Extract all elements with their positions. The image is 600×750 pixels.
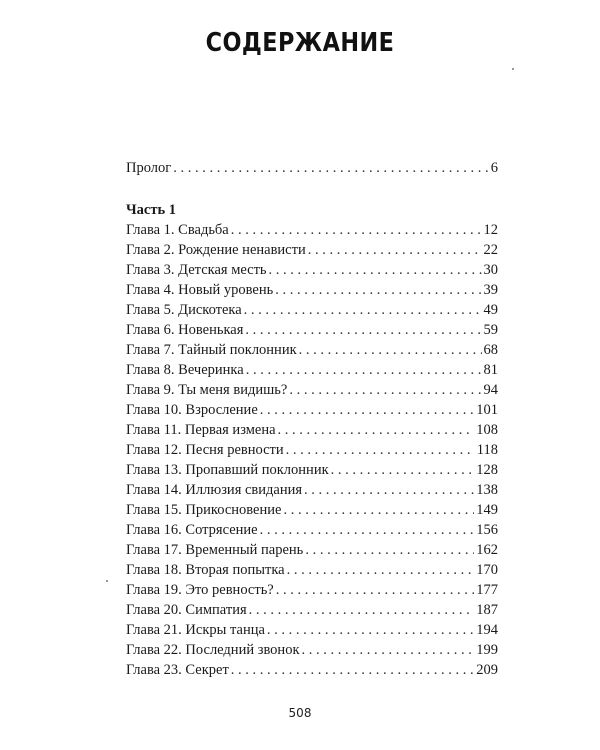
toc-entry-label: Глава 13. Пропавший поклонник bbox=[126, 462, 329, 478]
toc-entry-page: 156 bbox=[476, 522, 498, 538]
toc-entry-page: 170 bbox=[476, 562, 498, 578]
dot-leader bbox=[283, 500, 474, 520]
toc-entry-page: 177 bbox=[476, 582, 498, 598]
toc-entry-label: Глава 15. Прикосновение bbox=[126, 502, 282, 518]
toc-entry-label: Глава 3. Детская месть bbox=[126, 262, 267, 278]
dot-leader bbox=[276, 580, 475, 600]
toc-entry-page: 162 bbox=[476, 542, 498, 558]
toc-entry-page: 39 bbox=[483, 282, 498, 298]
toc-entry-prologue bbox=[126, 158, 498, 178]
toc-entry bbox=[126, 500, 498, 520]
toc-entry-label: Глава 1. Свадьба bbox=[126, 222, 229, 238]
toc-entry-page: 94 bbox=[483, 382, 498, 398]
toc-entry bbox=[126, 580, 498, 600]
toc-entry-label: Глава 18. Вторая попытка bbox=[126, 562, 285, 578]
toc-entry-page: 49 bbox=[483, 302, 498, 318]
dot-leader bbox=[287, 560, 475, 580]
dot-leader bbox=[286, 440, 475, 460]
toc-entry-page: 22 bbox=[483, 242, 498, 258]
toc-entry bbox=[126, 260, 498, 280]
toc-entry-page: 81 bbox=[483, 362, 498, 378]
table-of-contents bbox=[126, 158, 498, 680]
toc-entry-label: Глава 11. Первая измена bbox=[126, 422, 276, 438]
dot-leader bbox=[173, 158, 489, 178]
toc-entry-label: Глава 16. Сотрясение bbox=[126, 522, 258, 538]
toc-entry-label: Глава 10. Взросление bbox=[126, 402, 258, 418]
dot-leader bbox=[289, 380, 481, 400]
toc-entry-label: Глава 5. Дискотека bbox=[126, 302, 242, 318]
toc-entry-label: Глава 19. Это ревность? bbox=[126, 582, 274, 598]
toc-entry-label: Глава 12. Песня ревности bbox=[126, 442, 284, 458]
dot-leader bbox=[275, 280, 481, 300]
toc-entry-page: 194 bbox=[476, 622, 498, 638]
dot-leader bbox=[249, 600, 475, 620]
dot-leader bbox=[304, 480, 474, 500]
toc-entry bbox=[126, 380, 498, 400]
dot-leader bbox=[244, 300, 482, 320]
toc-entry-label: Глава 17. Временный парень bbox=[126, 542, 304, 558]
toc-entry-label: Глава 9. Ты меня видишь? bbox=[126, 382, 288, 398]
toc-entry bbox=[126, 300, 498, 320]
toc-entry-label: Глава 8. Вечеринка bbox=[126, 362, 244, 378]
dot-leader bbox=[299, 340, 482, 360]
dot-leader bbox=[260, 400, 474, 420]
toc-entry bbox=[126, 520, 498, 540]
toc-entry bbox=[126, 660, 498, 680]
toc-entry bbox=[126, 540, 498, 560]
page-number: 508 bbox=[288, 706, 312, 720]
toc-entry-page: 209 bbox=[476, 662, 498, 678]
dot-leader bbox=[308, 240, 482, 260]
toc-entry-page: 199 bbox=[476, 642, 498, 658]
toc-entry-label: Глава 20. Симпатия bbox=[126, 602, 247, 618]
dot-leader bbox=[267, 620, 474, 640]
toc-entry bbox=[126, 360, 498, 380]
dot-leader bbox=[231, 220, 482, 240]
toc-entry-page: 118 bbox=[476, 442, 498, 458]
toc-entry bbox=[126, 440, 498, 460]
toc-entry-label: Глава 14. Иллюзия свидания bbox=[126, 482, 303, 498]
toc-entry bbox=[126, 480, 498, 500]
dot-leader bbox=[246, 360, 482, 380]
toc-entry-page: 12 bbox=[483, 222, 498, 238]
page-title: СОДЕРЖАНИЕ bbox=[205, 28, 395, 58]
toc-entry-page: 59 bbox=[483, 322, 498, 338]
toc-entry-label: Глава 6. Новенькая bbox=[126, 322, 244, 338]
toc-entry bbox=[126, 320, 498, 340]
dot-leader bbox=[305, 540, 474, 560]
toc-entry bbox=[126, 280, 498, 300]
dot-leader bbox=[331, 460, 475, 480]
toc-entry-page: 68 bbox=[483, 342, 498, 358]
scan-speck bbox=[106, 580, 108, 582]
toc-entry bbox=[126, 340, 498, 360]
toc-entry-page: 128 bbox=[476, 462, 498, 478]
toc-entry-page: 101 bbox=[476, 402, 498, 418]
toc-entry bbox=[126, 460, 498, 480]
dot-leader bbox=[260, 520, 475, 540]
toc-entry bbox=[126, 600, 498, 620]
toc-entry bbox=[126, 220, 498, 240]
toc-entry-label: Глава 4. Новый уровень bbox=[126, 282, 274, 298]
toc-entry-page: 6 bbox=[490, 160, 498, 176]
toc-entry-label: Глава 7. Тайный поклонник bbox=[126, 342, 297, 358]
toc-entry-page: 138 bbox=[476, 482, 498, 498]
toc-entry bbox=[126, 560, 498, 580]
toc-entry bbox=[126, 240, 498, 260]
toc-entry-page: 187 bbox=[476, 602, 498, 618]
toc-entry bbox=[126, 640, 498, 660]
toc-entry-page: 149 bbox=[476, 502, 498, 518]
toc-entry-label: Глава 23. Секрет bbox=[126, 662, 229, 678]
toc-entry-label: Глава 2. Рождение ненависти bbox=[126, 242, 306, 258]
dot-leader bbox=[278, 420, 475, 440]
toc-entry bbox=[126, 620, 498, 640]
toc-entry bbox=[126, 400, 498, 420]
dot-leader bbox=[231, 660, 474, 680]
toc-entry-label: Глава 21. Искры танца bbox=[126, 622, 265, 638]
dot-leader bbox=[302, 640, 475, 660]
toc-entry-page: 30 bbox=[483, 262, 498, 278]
toc-entry-page: 108 bbox=[476, 422, 498, 438]
dot-leader bbox=[269, 260, 482, 280]
toc-entry-label: Пролог bbox=[126, 160, 172, 176]
toc-entry-label: Глава 22. Последний звонок bbox=[126, 642, 300, 658]
dot-leader bbox=[245, 320, 481, 340]
part-heading: Часть 1 bbox=[126, 202, 176, 218]
scan-speck bbox=[512, 68, 514, 70]
toc-entry bbox=[126, 420, 498, 440]
